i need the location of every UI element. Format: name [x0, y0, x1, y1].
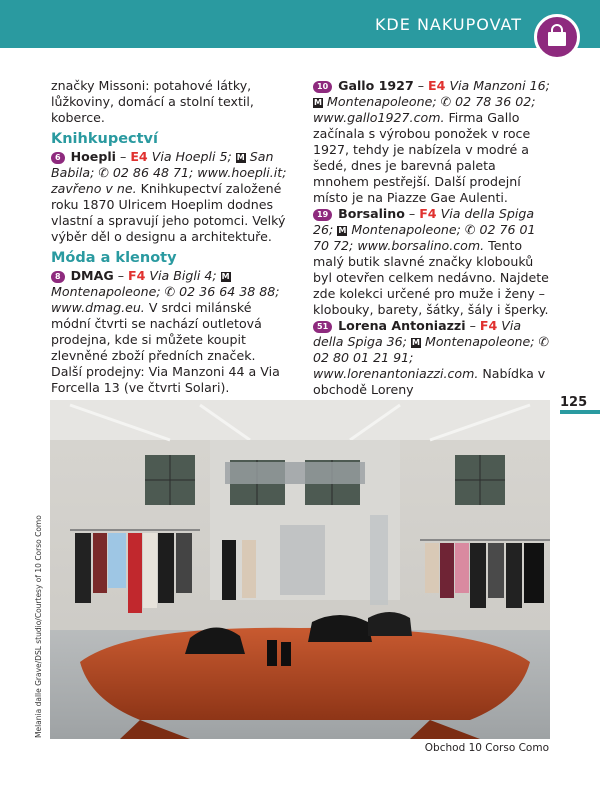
phone-number: 02 80 01 21 91;: [313, 350, 414, 365]
address: Via Bigli 4;: [149, 268, 217, 283]
entry-number-badge: 6: [51, 152, 65, 164]
shop-name: Hoepli: [70, 149, 116, 164]
shop-name: Lorena Antoniazzi: [338, 318, 466, 333]
shop-name: Borsalino: [338, 206, 405, 221]
address: Via della Spiga 36;: [313, 318, 522, 349]
photo-caption: Obchod 10 Corso Como: [424, 742, 549, 754]
shop-name: DMAG: [70, 268, 114, 283]
phone-icon: ✆: [538, 334, 550, 349]
entry-number-badge: 8: [51, 271, 65, 283]
metro-station: Montenapoleone;: [424, 334, 535, 349]
description: V srdci milánské módní čtvrti se nachází outletová prodejna, kde si můžete koupit zlevněné zboží předních značek. Další prodejny: Via Manzoni 44 a Via Forcella 13 (ve čtvrti Solari).: [51, 300, 280, 395]
metro-icon: M: [314, 98, 322, 107]
entry-hoepli: [51, 149, 288, 245]
opening-note: zavřeno v ne.: [51, 181, 137, 196]
phone-number: 02 76 01 70 72;: [313, 222, 536, 253]
map-grid-ref: F4: [479, 318, 498, 333]
metro-station: San Babila;: [51, 149, 274, 180]
map-grid-ref: F4: [419, 206, 437, 221]
description: Tento malý butik slavné značky klobouků byl otevřen celkem nedávno. Najdete zde kolekci určené pro muže i ženy – klobouky, barety, šátky, šály i šperky.: [313, 238, 549, 317]
phone-number: 02 36 64 38 88;: [179, 284, 280, 299]
intro-paragraph: značky Missoni: potahové látky, lůžkoviny, domácí a stolní textil, koberce.: [51, 78, 254, 125]
address: Via della Spiga 26;: [313, 206, 535, 237]
entry-lorena-antoniazzi: [313, 318, 553, 398]
metro-icon: M: [236, 153, 245, 162]
website: www.borsalino.com.: [357, 238, 485, 253]
dash: –: [408, 206, 416, 221]
section-heading-fashion: Móda a klenoty: [51, 250, 177, 266]
entry-borsalino: [313, 206, 553, 318]
phone-number: 02 78 36 02;: [455, 94, 536, 109]
phone-icon: ✆: [98, 165, 109, 180]
metro-icon: M: [411, 338, 420, 347]
metro-station: Montenapoleone;: [327, 94, 437, 109]
entry-number-badge: 19: [313, 209, 332, 221]
metro-icon: M: [338, 226, 347, 235]
page-number: 125: [560, 395, 588, 410]
chapter-title: KDE NAKUPOVAT: [374, 15, 522, 34]
entry-gallo: [313, 78, 553, 206]
metro-station: Montenapoleone;: [51, 284, 161, 299]
map-grid-ref: E4: [130, 149, 148, 164]
metro-station: Montenapoleone;: [351, 222, 461, 237]
dash: –: [120, 149, 127, 164]
section-heading-books: Knihkupectví: [51, 131, 158, 147]
website: www.dmag.eu.: [51, 300, 145, 315]
description: Knihkupectví založené roku 1870 Ulricem Hoeplim dodnes vlastní a spravují jeho potomci. Velký výběr děl o designu a architektuře.: [51, 181, 286, 244]
map-grid-ref: E4: [428, 78, 446, 93]
website: www.gallo1927.com.: [313, 110, 445, 125]
phone-icon: ✆: [464, 222, 476, 237]
address: Via Manzoni 16;: [449, 78, 550, 93]
phone-icon: ✆: [164, 284, 176, 299]
left-column: [51, 78, 288, 396]
photo-credit: Melania dalle Grave/DSL studio/Courtesy of 10 Corso Como: [34, 515, 43, 738]
description: Firma Gallo začínala s výrobou ponožek v roce 1927, tehdy je nabízela v modré a šedé, dnes je barevná paleta mnohem pestřejší. Další prodejní místo je na Piazze Gae Aulenti.: [313, 110, 531, 205]
map-grid-ref: F4: [128, 268, 146, 283]
right-column: [313, 78, 553, 398]
website: www.hoepli.it;: [197, 165, 287, 180]
shopping-bag-icon: [534, 14, 580, 60]
phone-number: 02 86 48 71;: [112, 165, 194, 180]
entry-number-badge: 10: [313, 81, 332, 93]
entry-number-badge: 51: [313, 321, 332, 333]
address: Via Hoepli 5;: [151, 149, 232, 164]
entry-dmag: [51, 268, 288, 396]
dash: –: [469, 318, 476, 333]
phone-icon: ✆: [440, 94, 452, 109]
metro-icon: M: [221, 272, 230, 281]
page-number-bar: [560, 410, 600, 414]
shop-name: Gallo 1927: [338, 78, 414, 93]
website: www.lorenantoniazzi.com.: [313, 366, 479, 381]
description: Nabídka v obchodě Loreny: [313, 366, 546, 397]
dash: –: [417, 78, 425, 93]
store-interior-photo: [50, 400, 550, 739]
chapter-header-bar: [0, 0, 600, 48]
dash: –: [117, 268, 124, 283]
